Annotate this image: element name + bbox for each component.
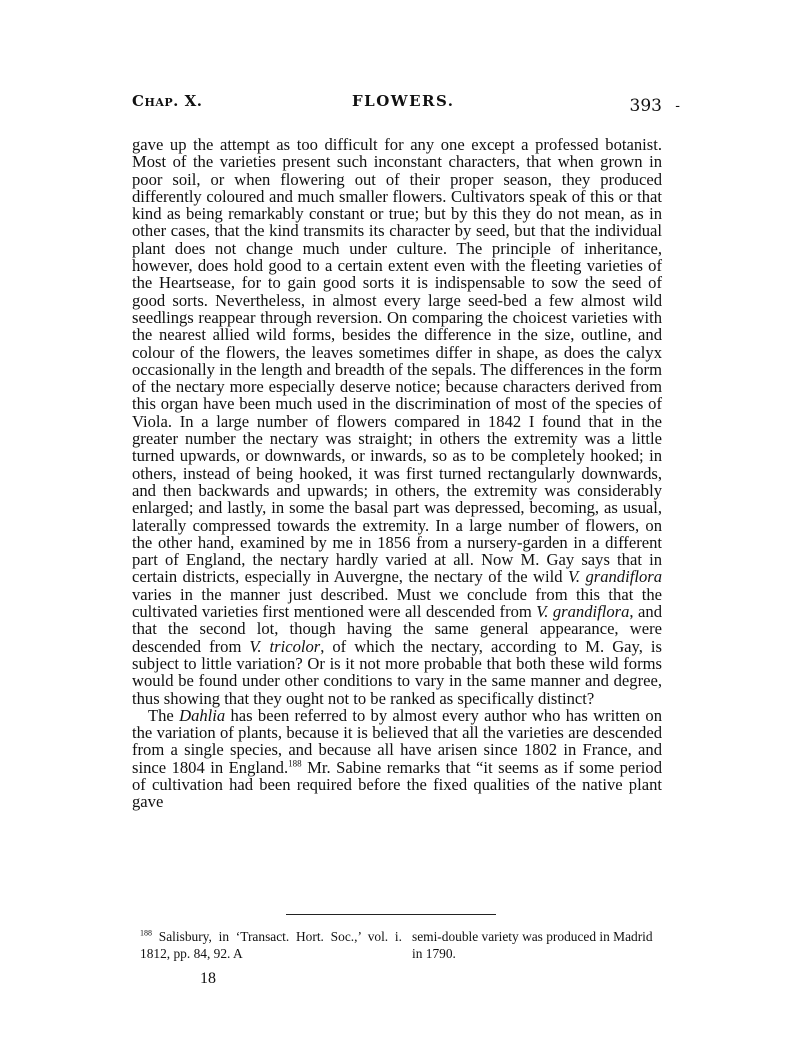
paragraph-text: has been referred to by almost every author who has written on the variation of plants, because it is believed that all the varieties are descended from a single species, and because all have arisen since 1802 in France, and since 1804 in England. (132, 705, 662, 777)
footnote-left-column (140, 928, 402, 962)
running-head (132, 92, 680, 118)
signature-mark: 18 (200, 970, 216, 987)
footnote-divider (286, 914, 496, 915)
footnote-reference: 188 (288, 758, 302, 769)
footnote-right-column: semi-double variety was produced in Madrid in 1790. (412, 929, 653, 961)
paragraph-text: The (148, 705, 180, 725)
paragraph-text: Mr. Sabine remarks that “it seems as if some period of cultivation had been required before the fixed qualities of the native plant gave (132, 757, 662, 812)
edge-mark: - (675, 98, 680, 114)
chapter-label: Chap. X. (132, 92, 203, 110)
section-title: FLOWERS. (352, 92, 455, 110)
paragraph-text: varies in the manner just described. Must we conclude from this that the cultivated varieties first mentioned were all descended from (132, 584, 662, 622)
footnote-marker: 188 (140, 928, 152, 938)
paragraph (132, 136, 662, 707)
page-number: 393 (629, 96, 662, 116)
paragraph (132, 707, 662, 811)
italic-text: V. tricolor (249, 636, 321, 656)
body-text (132, 136, 662, 811)
italic-text: V. grandiflora (536, 602, 630, 622)
italic-text: V. grandiflora (567, 567, 662, 587)
paragraph-text: gave up the attempt as too difficult for any one except a professed botanist. Most of the varieties present such inconstant characters, that when grown in poor soil, or when flowering out of their proper season, they produced differently coloured and much smaller flowers. Cultivators speak of this or that kind as being remarkably constant or true; but by this they do not mean, as in other cases, that the kind transmits its character by seed, but that the individual plant does not change much under culture. The principle of inheritance, however, does hold good to a certain extent even with the fleeting varieties of the Heartsease, for to gain good sorts it is indispensable to sow the seed of good sorts. Nevertheless, in almost every large seed-bed a few almost wild seedlings reappear through reversion. On comparing the choicest varieties with the nearest allied wild forms, besides the difference in the size, outline, and colour of the flowers, the leaves sometimes differ in shape, as does the calyx occasionally in the length and breadth of the sepals. The differences in the form of the nectary more especially deserve notice; because characters derived from this organ have been much used in the discrimination of most of the species of Viola. In a large number of flowers compared in 1842 I found that in the greater number the nectary was straight; in others the extremity was a little turned upwards, or downwards, or inwards, so as to be completely hooked; in others, instead of being hooked, it was first turned rectangularly downwards, and then backwards and upwards; in others, the extremity was considerably enlarged; and lastly, in some the basal part was depressed, becoming, as usual, laterally compressed towards the extremity. In a large number of flowers, on the other hand, examined by me in 1856 from a nursery-garden in a different part of England, the nectary hardly varied at all. Now M. Gay says that in certain districts, especially in Auvergne, the nectary of the wild (132, 135, 662, 587)
paragraph-text: , and that the second lot, though having the same general appearance, were descended from (132, 602, 662, 656)
italic-text: Dahlia (179, 705, 226, 725)
footnote-left-text: Salisbury, in ‘Transact. Hort. Soc.,’ vol. i. 1812, pp. 84, 92. A (140, 929, 402, 961)
paragraph-text: , of which the nectary, according to M. Gay, is subject to little variation? Or is it not more probable that both these wild forms would be found under other conditions to vary in the same manner and degree, thus showing that they ought not to be ranked as specifically distinct? (132, 636, 662, 708)
